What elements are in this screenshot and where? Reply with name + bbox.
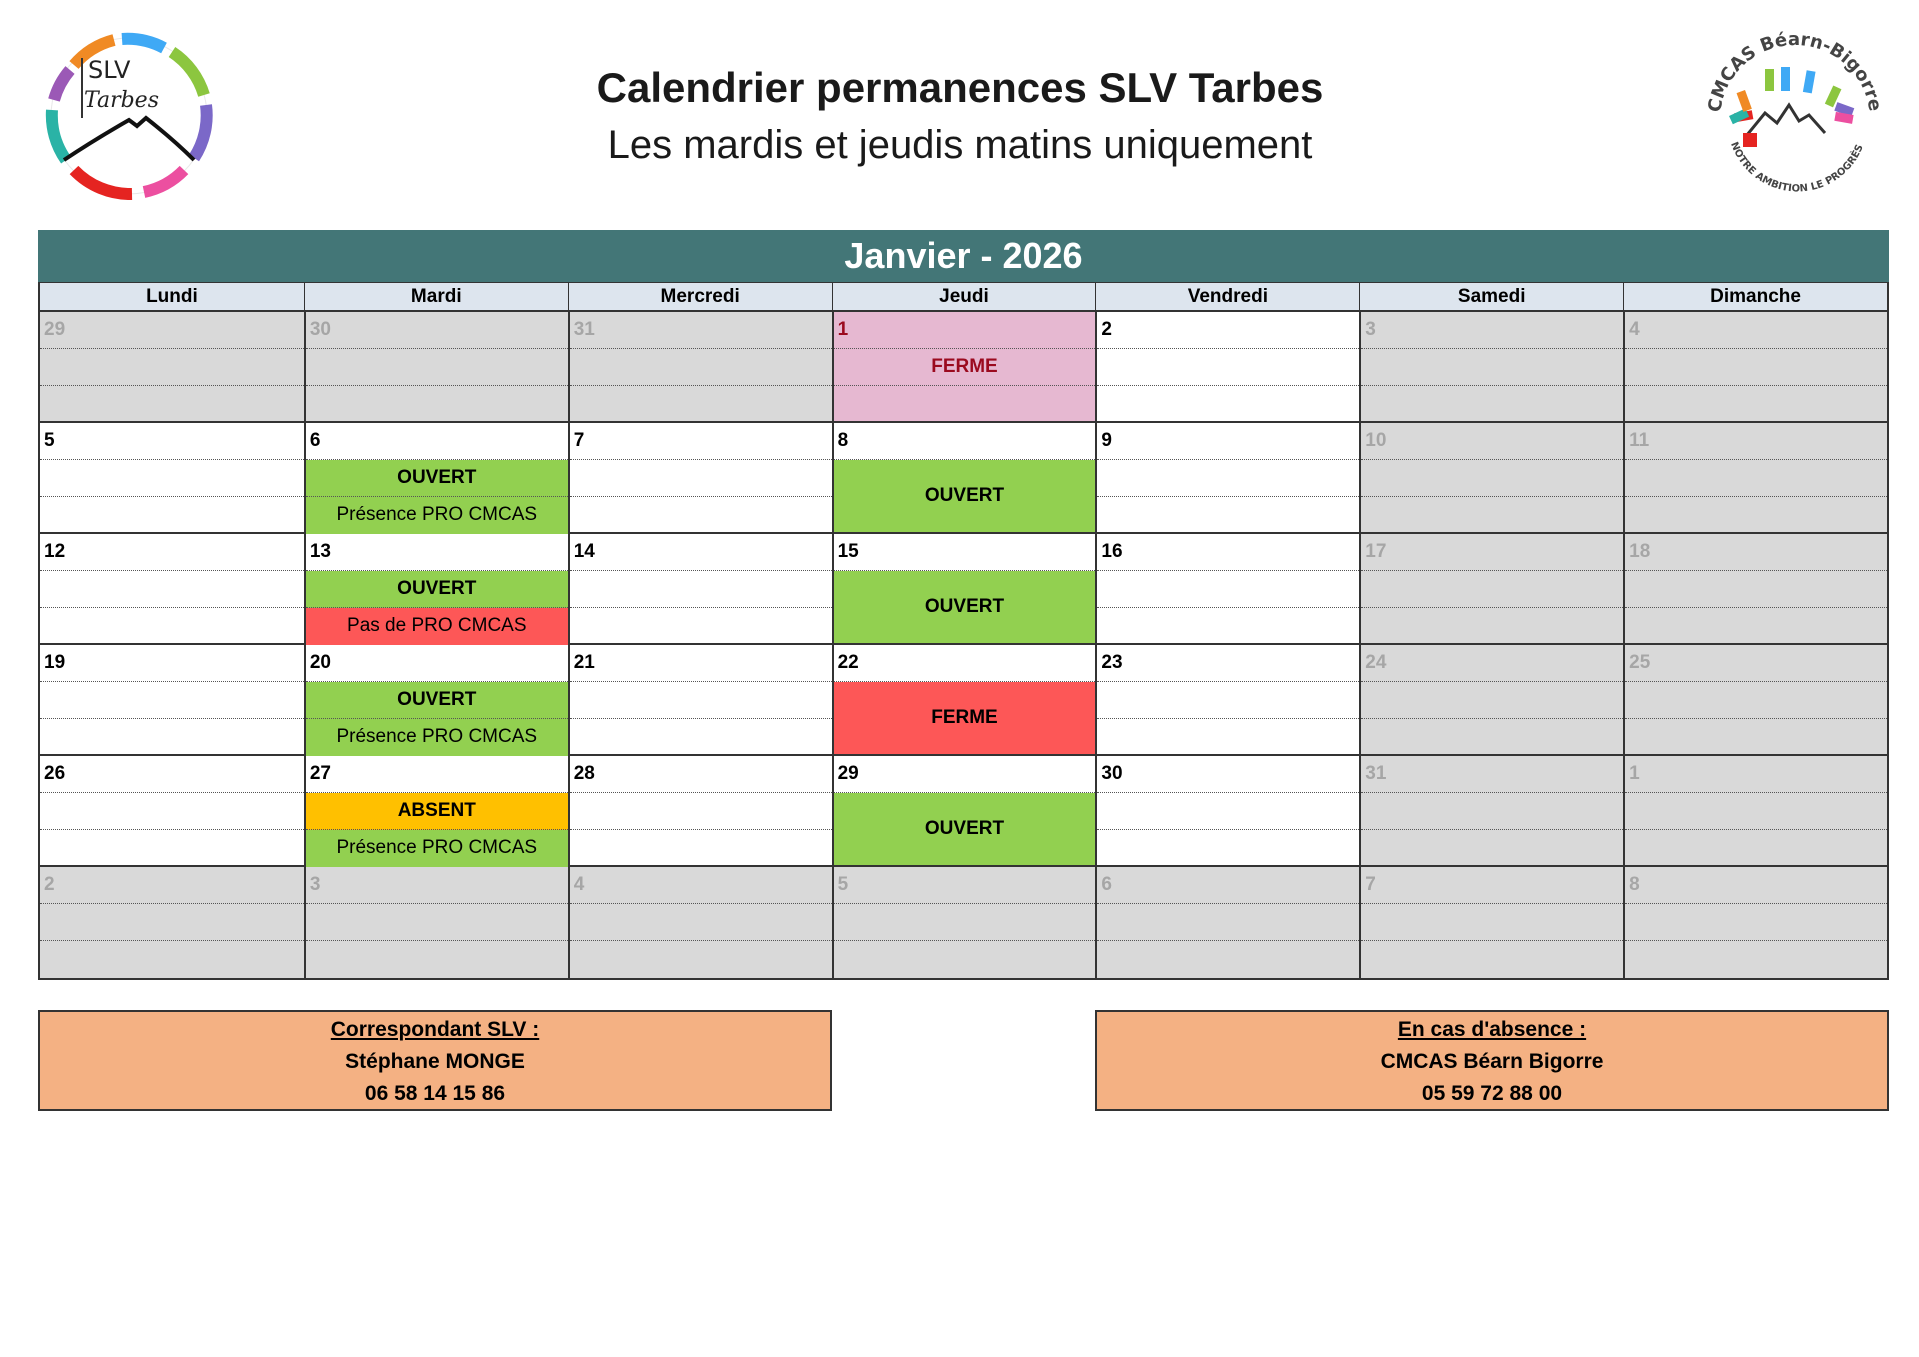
- svg-text:Tarbes: Tarbes: [84, 88, 159, 113]
- cmcas-logo: [1700, 30, 1890, 202]
- weekday-label: Vendredi: [1095, 283, 1359, 310]
- day-cell: [832, 423, 1096, 534]
- day-cell: [304, 534, 568, 645]
- day-number: 21: [573, 652, 595, 673]
- day-number: 2: [44, 874, 55, 895]
- contact-heading: Correspondant SLV :: [330, 1018, 540, 1041]
- page-subtitle: Les mardis et jeudis matins uniquement: [607, 123, 1313, 167]
- day-cell: [40, 756, 304, 867]
- day-cell: [832, 756, 1096, 867]
- day-cell: [568, 423, 832, 534]
- day-number: 17: [1365, 541, 1387, 562]
- status-open: OUVERT: [834, 793, 1096, 865]
- day-cell: [40, 312, 304, 423]
- contact-phone: 06 58 14 15 86: [364, 1082, 506, 1105]
- day-cell: [1359, 645, 1623, 756]
- contact-box-correspondant: [38, 1010, 832, 1111]
- svg-text:CMCAS Béarn-Bigorre: CMCAS Béarn-Bigorre: [1704, 30, 1886, 114]
- weekday-label: Jeudi: [832, 283, 1096, 310]
- day-cell: [1095, 645, 1359, 756]
- day-number: 31: [1365, 763, 1387, 784]
- day-number: 12: [44, 541, 66, 562]
- day-number: 1: [1629, 763, 1640, 784]
- weekday-label: Lundi: [146, 286, 198, 307]
- contact-heading: En cas d'absence :: [1397, 1018, 1587, 1041]
- contact-phone: 05 59 72 88 00: [1421, 1082, 1563, 1105]
- status-note: Présence PRO CMCAS: [336, 504, 538, 525]
- contact-box-absence: [1095, 1010, 1889, 1111]
- page-header: [400, 60, 1520, 174]
- day-number: 3: [309, 874, 321, 895]
- calendar-grid: [38, 312, 1889, 980]
- weekday-header-row: [38, 282, 1889, 312]
- status-open: OUVERT: [834, 571, 1096, 643]
- weekday-label: Samedi: [1359, 283, 1623, 310]
- day-number: 8: [837, 430, 849, 451]
- day-number: 4: [573, 874, 585, 895]
- day-number: 7: [573, 430, 585, 451]
- contact-name: CMCAS Béarn Bigorre: [1380, 1050, 1604, 1073]
- day-cell: [40, 534, 304, 645]
- day-cell: [1623, 756, 1887, 867]
- status-open: OUVERT: [397, 467, 477, 488]
- day-number: 30: [1101, 763, 1123, 784]
- day-number: 19: [44, 652, 66, 673]
- month-title: Janvier - 2026: [38, 230, 1889, 282]
- status-open: OUVERT: [397, 578, 477, 599]
- day-number: 25: [1629, 652, 1651, 673]
- day-cell: [1359, 756, 1623, 867]
- day-number: 1: [837, 319, 849, 340]
- day-number: 18: [1629, 541, 1651, 562]
- day-cell: [568, 312, 832, 423]
- day-cell: [304, 756, 568, 867]
- day-cell: [304, 312, 568, 423]
- day-number: 13: [309, 541, 331, 562]
- status-absent: ABSENT: [397, 800, 476, 821]
- svg-text:NOTRE AMBITION LE PROGRÈS SOCI: NOTRE AMBITION LE PROGRÈS: [1728, 140, 1866, 195]
- weekday-label: Dimanche: [1623, 283, 1887, 310]
- status-open: OUVERT: [397, 689, 477, 710]
- day-cell: [1359, 534, 1623, 645]
- day-number: 11: [1629, 430, 1650, 451]
- weekday-label: Mardi: [304, 283, 568, 310]
- day-number: 5: [837, 874, 849, 895]
- day-cell: [304, 645, 568, 756]
- day-cell: [832, 312, 1096, 423]
- day-number: 29: [44, 319, 66, 340]
- day-number: 9: [1101, 430, 1112, 451]
- day-cell: [1095, 423, 1359, 534]
- day-cell: [832, 645, 1096, 756]
- day-number: 26: [44, 763, 66, 784]
- day-number: 31: [573, 319, 595, 340]
- day-cell: [1623, 312, 1887, 423]
- day-number: 28: [573, 763, 595, 784]
- day-number: 20: [309, 652, 331, 673]
- day-cell: [832, 867, 1096, 978]
- day-number: 5: [44, 430, 55, 451]
- svg-text:SLV: SLV: [88, 56, 131, 84]
- day-cell: [40, 423, 304, 534]
- day-number: 6: [309, 430, 321, 451]
- day-cell: [1623, 645, 1887, 756]
- day-number: 30: [309, 319, 331, 340]
- day-cell: [832, 534, 1096, 645]
- day-cell: [1095, 756, 1359, 867]
- weekday-label: Mercredi: [568, 283, 832, 310]
- status-note: Présence PRO CMCAS: [336, 837, 538, 858]
- day-cell: [304, 867, 568, 978]
- day-number: 27: [309, 763, 331, 784]
- day-number: 15: [837, 541, 859, 562]
- status-open: OUVERT: [834, 460, 1096, 532]
- day-number: 14: [573, 541, 595, 562]
- day-cell: [40, 867, 304, 978]
- slv-tarbes-logo: [34, 30, 224, 202]
- day-cell: [568, 534, 832, 645]
- day-number: 10: [1365, 430, 1387, 451]
- page-title: Calendrier permanences SLV Tarbes: [596, 64, 1324, 111]
- day-cell: [1359, 423, 1623, 534]
- day-cell: [1623, 423, 1887, 534]
- day-number: 3: [1365, 319, 1376, 340]
- day-cell: [568, 645, 832, 756]
- day-number: 16: [1101, 541, 1123, 562]
- day-number: 29: [837, 763, 859, 784]
- day-cell: [1623, 534, 1887, 645]
- day-cell: [568, 867, 832, 978]
- day-number: 2: [1101, 319, 1112, 340]
- status-note: Pas de PRO CMCAS: [347, 615, 527, 636]
- day-number: 4: [1629, 319, 1640, 340]
- day-cell: [1623, 867, 1887, 978]
- day-cell: [1359, 867, 1623, 978]
- day-number: 6: [1101, 874, 1112, 895]
- calendar: [38, 230, 1889, 980]
- day-cell: [1359, 312, 1623, 423]
- status-closed: FERME: [834, 682, 1096, 754]
- day-number: 22: [837, 652, 859, 673]
- day-cell: [1095, 534, 1359, 645]
- day-number: 7: [1365, 874, 1376, 895]
- day-number: 23: [1101, 652, 1123, 673]
- day-number: 8: [1629, 874, 1640, 895]
- day-number: 24: [1365, 652, 1387, 673]
- day-cell: [1095, 312, 1359, 423]
- status-note: Présence PRO CMCAS: [336, 726, 538, 747]
- day-cell: [1095, 867, 1359, 978]
- day-cell: [568, 756, 832, 867]
- day-cell: [304, 423, 568, 534]
- day-cell: [40, 645, 304, 756]
- contact-name: Stéphane MONGE: [345, 1050, 525, 1073]
- status-closed: FERME: [931, 356, 998, 377]
